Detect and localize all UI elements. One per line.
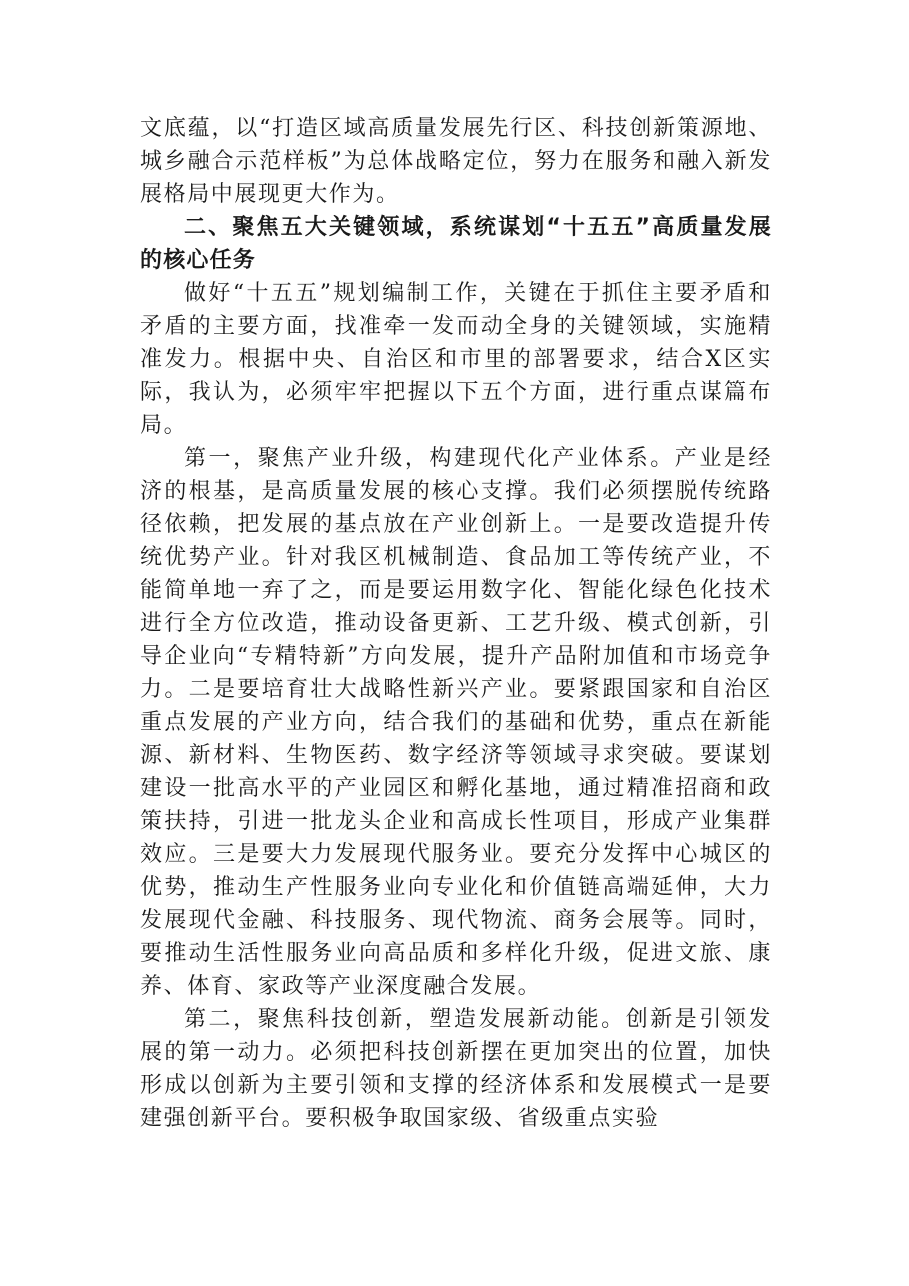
paragraph-first-point: 第一，聚焦产业升级，构建现代化产业体系。产业是经济的根基，是高质量发展的核心支撑。我们必须摆脱传统路径依赖，把发展的基点放在产业创新上。一是要改造提升传统优势产业。针对我区机械制造、食品加工等传统产业，不能简单地一弃了之，而是要运用数字化、智能化绿色化技术进行全方位改造，推动设备更新、工艺升级、模式创新，引导企业向“专精特新”方向发展，提升产品附加值和市场竞争力。二是要培育壮大战略性新兴产业。要紧跟国家和自治区重点发展的产业方向，结合我们的基础和优势，重点在新能源、新材料、生物医药、数字经济等领域寻求突破。要谋划建设一批高水平的产业园区和孵化基地，通过精准招商和政策扶持，引进一批龙头企业和高成长性项目，形成产业集群效应。三是要大力发展现代服务业。要充分发挥中心城区的优势，推动生产性服务业向专业化和价值链高端延伸，大力发展现代金融、科技服务、现代物流、商务会展等。同时，要推动生活性服务业向高品质和多样化升级，促进文旅、康养、体育、家政等产业深度融合发展。 [140, 446, 772, 999]
paragraph-second-point: 第二，聚焦科技创新，塑造发展新动能。创新是引领发展的第一动力。必须把科技创新摆在更加突出的位置，加快形成以创新为主要引领和支撑的经济体系和发展模式一是要建强创新平台。要积极争取国家级、省级重点实验 [140, 1007, 772, 1131]
paragraph-intro: 做好“十五五”规划编制工作，关键在于抓住主要矛盾和矛盾的主要方面，找准牵一发而动全身的关键领域，实施精准发力。根据中央、自治区和市里的部署要求，结合X区实际，我认为，必须牢牢把握以下五个方面，进行重点谋篇布局。 [140, 281, 772, 438]
section-heading: 二、聚焦五大关键领域，系统谋划“十五五”高质量发展的核心任务 [140, 215, 772, 273]
document-body [140, 112, 772, 1135]
paragraph-continuation: 文底蕴，以“打造区域高质量发展先行区、科技创新策源地、城乡融合示范样板”为总体战略定位，努力在服务和融入新发展格局中展现更大作为。 [140, 116, 772, 207]
